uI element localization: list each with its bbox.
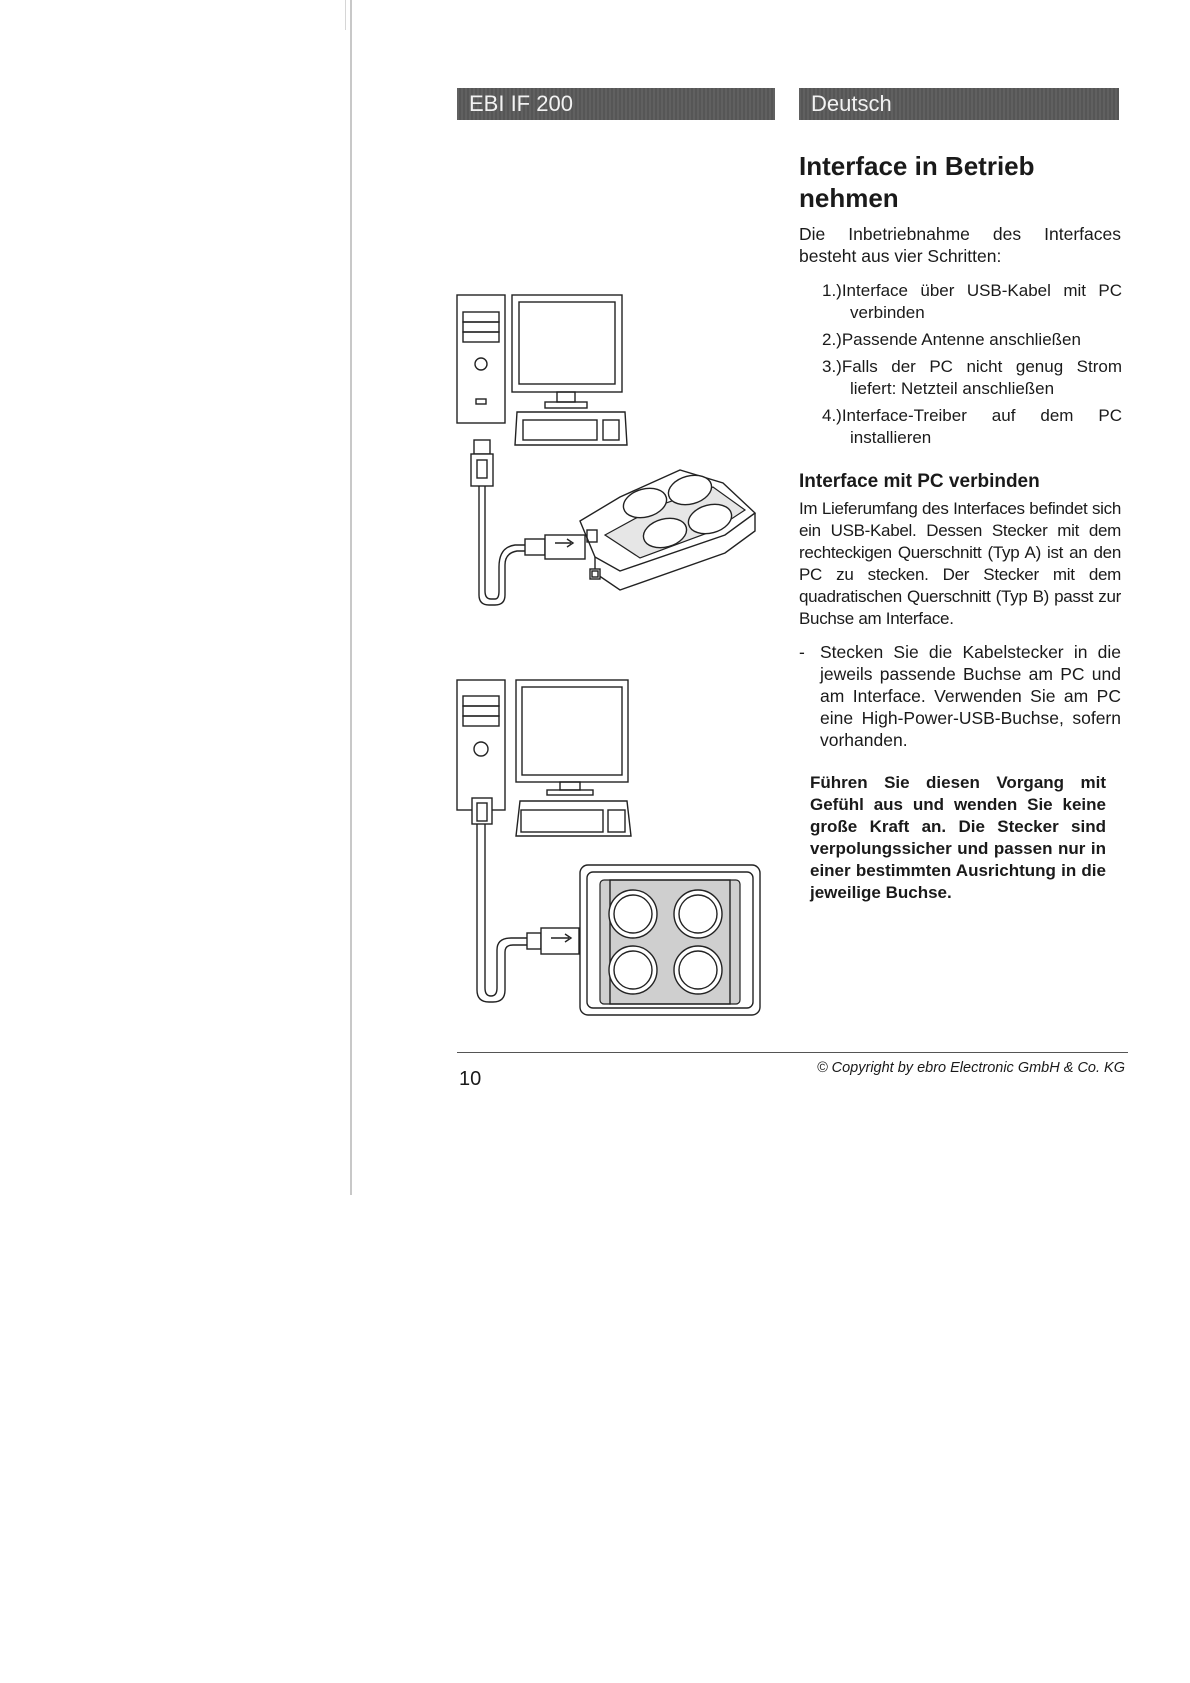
caution-note: Führen Sie diesen Vorgang mit Gefühl aus und wenden Sie keine große Kraft an. Die Stecker sind verpolungssicher und passen nur in einer bestimmten Ausrichtung in die jeweilige Buchse. bbox=[810, 773, 1106, 902]
monitor bbox=[512, 295, 622, 392]
figure-pc-interface-perspective bbox=[455, 285, 785, 615]
copyright: © Copyright by ebro Electronic GmbH & Co. KG bbox=[816, 1060, 1125, 1076]
step-item: 4.)Interface-Treiber auf dem PC installieren bbox=[822, 406, 1122, 447]
step-item: 1.)Interface über USB-Kabel mit PC verbinden bbox=[822, 281, 1122, 322]
monitor bbox=[516, 680, 628, 782]
binding-edge bbox=[350, 0, 352, 1195]
section-title-line2: nehmen bbox=[799, 183, 899, 213]
binding-mark bbox=[345, 0, 346, 30]
step-item: 2.)Passende Antenne anschließen bbox=[822, 330, 1081, 349]
steps-list bbox=[822, 280, 1122, 454]
page-number: 10 bbox=[459, 1068, 482, 1090]
subsection-paragraph: Im Lieferumfang des Interfaces befindet sich ein USB-Kabel. Dessen Stecker mit dem rechteckigen Querschnitt (Typ A) ist an den PC zu stecken. Der Stecker mit dem quadratischen Querschnitt (Typ B) passt zur Buchse am Interface. bbox=[799, 499, 1121, 628]
step-item: 3.)Falls der PC nicht genug Strom liefert: Netzteil anschließen bbox=[822, 357, 1122, 398]
pc-tower bbox=[457, 680, 505, 810]
header-product: EBI IF 200 bbox=[457, 88, 775, 120]
header-language: Deutsch bbox=[799, 88, 1119, 120]
footer-divider bbox=[457, 1052, 1128, 1053]
section-title-line1: Interface in Betrieb bbox=[799, 151, 1035, 181]
bullet-text: Stecken Sie die Kabelstecker in die jeweils passende Buchse am PC und am Interface. Verwenden Sie am PC eine High-Power-USB-Buchse, sofern vorhanden. bbox=[820, 642, 1121, 750]
intro-text: Die Inbetriebnahme des Interfaces besteht aus vier Schritten: bbox=[799, 224, 1121, 266]
instruction-bullet bbox=[799, 641, 1121, 751]
subsection-title: Interface mit PC verbinden bbox=[799, 471, 1040, 492]
keyboard bbox=[516, 801, 631, 836]
figure-pc-interface-topview bbox=[455, 670, 785, 1020]
section-title bbox=[799, 150, 1121, 214]
bullet-dash: - bbox=[799, 642, 805, 662]
